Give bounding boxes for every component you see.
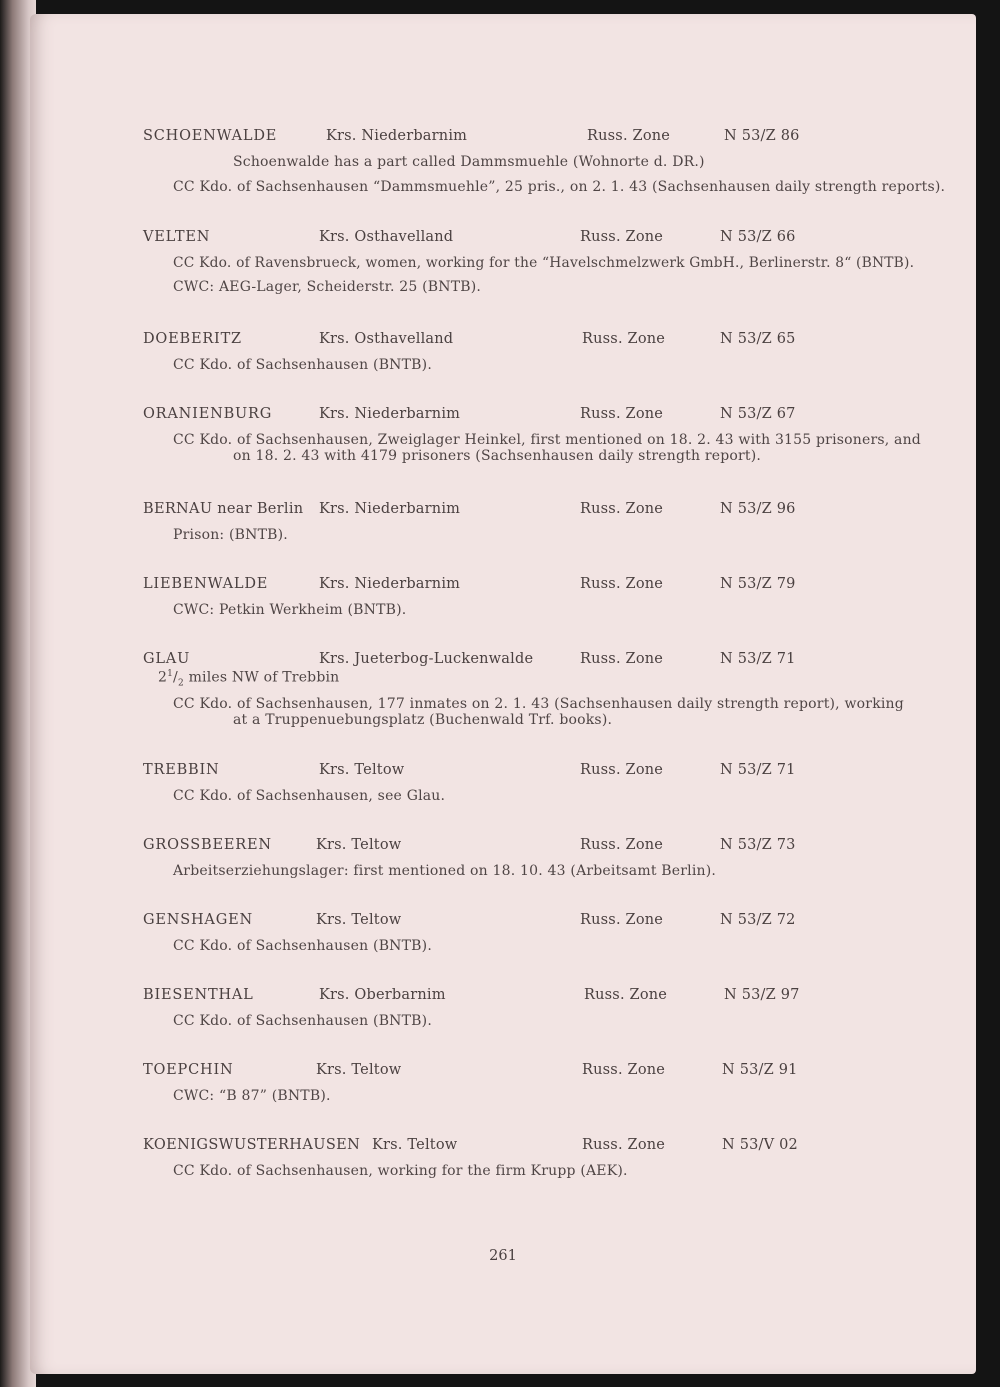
zone: Russ. Zone bbox=[584, 987, 668, 1003]
grid-reference: N 53/Z 67 bbox=[720, 406, 796, 422]
fraction-whole: 2 bbox=[158, 669, 168, 686]
entry-oranienburg bbox=[30, 406, 976, 464]
district: Krs. Niederbarnim bbox=[319, 501, 461, 517]
entry-line: CC Kdo. of Sachsenhausen, see Glau. bbox=[173, 788, 446, 804]
grid-reference: N 53/Z 97 bbox=[724, 987, 800, 1003]
book-page bbox=[30, 14, 976, 1374]
grid-reference: N 53/Z 71 bbox=[720, 651, 796, 667]
grid-reference: N 53/Z 73 bbox=[720, 837, 796, 853]
entry-header bbox=[30, 501, 976, 521]
zone: Russ. Zone bbox=[580, 229, 664, 245]
entry-line: Arbeitserziehungslager: first mentioned on 18. 10. 43 (Arbeitsamt Berlin). bbox=[173, 863, 717, 879]
place-name: KOENIGSWUSTERHAUSEN bbox=[143, 1137, 361, 1153]
entry-header bbox=[30, 1137, 976, 1157]
entry-doeberitz bbox=[30, 331, 976, 373]
fraction-denominator: 2 bbox=[177, 678, 184, 689]
place-name: ORANIENBURG bbox=[143, 406, 273, 422]
place-name: VELTEN bbox=[143, 229, 211, 245]
entry-koenigswusterhausen bbox=[30, 1137, 976, 1179]
entry-line: CC Kdo. of Ravensbrueck, women, working for the “Havelschmelzwerk GmbH., Berlinerstr. 8“ (BNTB). bbox=[173, 255, 915, 271]
place-name: GLAU bbox=[143, 651, 191, 667]
district: Krs. Niederbarnim bbox=[319, 576, 461, 592]
entry-header bbox=[30, 331, 976, 351]
entry-line: on 18. 2. 43 with 4179 prisoners (Sachsenhausen daily strength report). bbox=[233, 448, 762, 464]
zone: Russ. Zone bbox=[580, 762, 664, 778]
zone: Russ. Zone bbox=[582, 1137, 666, 1153]
entry-line: CWC: AEG-Lager, Scheiderstr. 25 (BNTB). bbox=[173, 279, 482, 295]
district: Krs. Osthavelland bbox=[319, 331, 454, 347]
entry-header bbox=[30, 406, 976, 426]
entry-header bbox=[30, 762, 976, 782]
district: Krs. Teltow bbox=[316, 1062, 402, 1078]
entry-header bbox=[30, 576, 976, 596]
entry-line: CC Kdo. of Sachsenhausen, 177 inmates on 2. 1. 43 (Sachsenhausen daily strength report), working bbox=[173, 696, 904, 713]
place-name: GENSHAGEN bbox=[143, 912, 253, 928]
page-number: 261 bbox=[489, 1248, 517, 1264]
grid-reference: N 53/Z 66 bbox=[720, 229, 796, 245]
entry-header bbox=[30, 1062, 976, 1082]
grid-reference: N 53/Z 65 bbox=[720, 331, 796, 347]
grid-reference: N 53/Z 96 bbox=[720, 501, 796, 517]
district: Krs. Jueterbog-Luckenwalde bbox=[319, 651, 534, 667]
entry-header bbox=[30, 987, 976, 1007]
district: Krs. Niederbarnim bbox=[319, 406, 461, 422]
district: Krs. Teltow bbox=[319, 762, 405, 778]
entry-bernau bbox=[30, 501, 976, 543]
entry-trebbin bbox=[30, 762, 976, 804]
zone: Russ. Zone bbox=[580, 501, 664, 517]
entry-schoenwalde bbox=[30, 128, 976, 195]
entry-header bbox=[30, 229, 976, 249]
place-name: SCHOENWALDE bbox=[143, 128, 278, 144]
zone: Russ. Zone bbox=[580, 837, 664, 853]
zone: Russ. Zone bbox=[580, 912, 664, 928]
zone: Russ. Zone bbox=[580, 406, 664, 422]
grid-reference: N 53/Z 72 bbox=[720, 912, 796, 928]
entry-line: CC Kdo. of Sachsenhausen, Zweiglager Heinkel, first mentioned on 18. 2. 43 with 3155 prisoners, and bbox=[173, 432, 921, 448]
place-name: DOEBERITZ bbox=[143, 331, 242, 347]
fraction-numerator: 1 bbox=[167, 669, 174, 679]
place-name: TREBBIN bbox=[143, 762, 220, 778]
entry-header bbox=[30, 128, 976, 148]
place-name: GROSSBEEREN bbox=[143, 837, 272, 853]
entry-line: Prison: (BNTB). bbox=[173, 527, 288, 543]
zone: Russ. Zone bbox=[580, 651, 664, 667]
district: Krs. Oberbarnim bbox=[319, 987, 446, 1003]
entry-subhead: $2^1/_2$ miles NW of Trebbin bbox=[158, 669, 340, 689]
zone: Russ. Zone bbox=[587, 128, 671, 144]
district: Krs. Teltow bbox=[372, 1137, 458, 1153]
district: Krs. Teltow bbox=[316, 837, 402, 853]
district: Krs. Osthavelland bbox=[319, 229, 454, 245]
entry-velten bbox=[30, 229, 976, 295]
place-name: BERNAU near Berlin bbox=[143, 501, 304, 517]
entry-line: at a Truppenuebungsplatz (Buchenwald Trf. books). bbox=[233, 712, 613, 729]
entry-line: CC Kdo. of Sachsenhausen (BNTB). bbox=[173, 1013, 432, 1029]
place-name: BIESENTHAL bbox=[143, 987, 254, 1003]
entry-line: CWC: “B 87” (BNTB). bbox=[173, 1088, 331, 1104]
entry-line: CC Kdo. of Sachsenhausen “Dammsmuehle”, 25 pris., on 2. 1. 43 (Sachsenhausen daily strength reports). bbox=[173, 179, 946, 195]
entry-glau bbox=[30, 651, 976, 728]
district: Krs. Teltow bbox=[316, 912, 402, 928]
grid-reference: N 53/Z 91 bbox=[722, 1062, 798, 1078]
grid-reference: N 53/Z 71 bbox=[720, 762, 796, 778]
entry-biesenthal bbox=[30, 987, 976, 1029]
entry-genshagen bbox=[30, 912, 976, 954]
grid-reference: N 53/Z 86 bbox=[724, 128, 800, 144]
zone: Russ. Zone bbox=[582, 331, 666, 347]
subhead-text: miles NW of Trebbin bbox=[188, 669, 340, 686]
entry-grossbeeren bbox=[30, 837, 976, 879]
entry-toepchin bbox=[30, 1062, 976, 1104]
place-name: LIEBENWALDE bbox=[143, 576, 269, 592]
entry-line: CWC: Petkin Werkheim (BNTB). bbox=[173, 602, 407, 618]
entry-line: CC Kdo. of Sachsenhausen (BNTB). bbox=[173, 357, 432, 373]
entry-header bbox=[30, 651, 976, 671]
zone: Russ. Zone bbox=[580, 576, 664, 592]
district: Krs. Niederbarnim bbox=[326, 128, 468, 144]
entry-header bbox=[30, 912, 976, 932]
entry-line: Schoenwalde has a part called Dammsmuehle (Wohnorte d. DR.) bbox=[233, 154, 705, 170]
grid-reference: N 53/Z 79 bbox=[720, 576, 796, 592]
place-name: TOEPCHIN bbox=[143, 1062, 234, 1078]
entry-header bbox=[30, 837, 976, 857]
entry-liebenwalde bbox=[30, 576, 976, 618]
zone: Russ. Zone bbox=[582, 1062, 666, 1078]
entry-line: CC Kdo. of Sachsenhausen (BNTB). bbox=[173, 938, 432, 954]
entry-line: CC Kdo. of Sachsenhausen, working for the firm Krupp (AEK). bbox=[173, 1163, 628, 1179]
grid-reference: N 53/V 02 bbox=[722, 1137, 798, 1153]
